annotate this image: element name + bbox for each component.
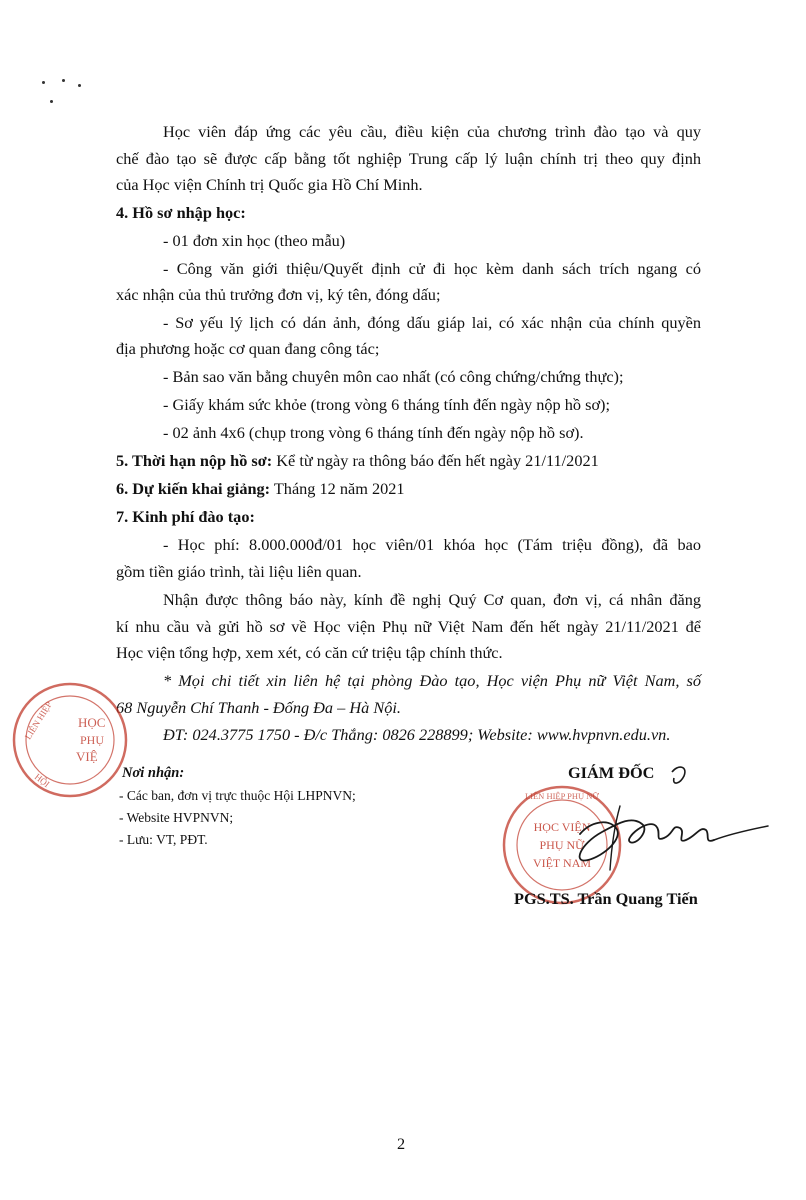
section6-text: Tháng 12 năm 2021	[273, 479, 405, 498]
recipient-item: - Lưu: VT, PĐT.	[119, 832, 208, 847]
section4-item: - Bản sao văn bằng chuyên môn cao nhất (có công chứng/chứng thực);	[163, 367, 624, 386]
closing-line1: Nhận được thông báo này, kính đề nghị Quý Cơ quan, đơn vị, cá nhân đăng	[163, 590, 701, 609]
closing-line3: Học viện tổng hợp, xem xét, có căn cứ triệu tập chính thức.	[116, 643, 503, 662]
recipient-item: - Các ban, đơn vị trực thuộc Hội LHPNVN;	[119, 788, 356, 803]
section7-item: - Học phí: 8.000.000đ/01 học viên/01 khóa học (Tám triệu đồng), đã bao	[163, 535, 701, 554]
right-stamp-word: LIÊN HIỆP PHỤ NỮ	[524, 791, 600, 801]
section4-heading: 4. Hồ sơ nhập học:	[116, 203, 246, 222]
section5-text: Kể từ ngày ra thông báo đến hết ngày 21/11/2021	[276, 451, 599, 470]
section4-item-cont: xác nhận của thủ trưởng đơn vị, ký tên, đóng dấu;	[116, 285, 441, 304]
left-stamp-word: HỌC	[78, 715, 106, 730]
section7-heading: 7. Kinh phí đào tạo:	[116, 507, 255, 526]
scan-speck	[78, 84, 81, 87]
section7-item-cont: gồm tiền giáo trình, tài liệu liên quan.	[116, 562, 362, 581]
para1-line1: Học viên đáp ứng các yêu cầu, điều kiện của chương trình đào tạo và quy	[163, 122, 701, 141]
page-number: 2	[397, 1134, 406, 1153]
section4-item: - Sơ yếu lý lịch có dán ảnh, đóng dấu giáp lai, có xác nhận của chính quyền	[163, 313, 701, 332]
section5-heading: 5. Thời hạn nộp hồ sơ:	[116, 451, 273, 470]
signer-position: GIÁM ĐỐC	[568, 763, 655, 782]
right-stamp-word: HỌC VIỆN	[533, 820, 591, 834]
signer-name: PGS.TS. Trần Quang Tiến	[514, 889, 698, 908]
section5	[116, 451, 599, 471]
right-stamp-word: VIỆT NAM	[532, 856, 592, 870]
handwritten-signature	[560, 760, 770, 890]
para1-line2: chế đào tạo sẽ được cấp bằng tốt nghiệp Trung cấp lý luận chính trị theo quy định	[116, 149, 701, 168]
left-stamp-word: LIÊN HIỆP	[22, 699, 54, 742]
scan-speck	[50, 100, 53, 103]
scan-speck	[42, 81, 45, 84]
scan-speck	[62, 79, 65, 82]
para1-line3: của Học viện Chính trị Quốc gia Hồ Chí Minh.	[116, 175, 423, 194]
section4-item: - 01 đơn xin học (theo mẫu)	[163, 231, 346, 250]
recipients-title: Nơi nhận:	[122, 765, 185, 781]
recipient-item: - Website HVPNVN;	[119, 810, 234, 825]
left-stamp-word: VIỆ	[76, 749, 98, 764]
section4-item: - 02 ảnh 4x6 (chụp trong vòng 6 tháng tính đến ngày nộp hồ sơ).	[163, 423, 584, 442]
left-stamp	[0, 680, 130, 800]
contact-line3: ĐT: 024.3775 1750 - Đ/c Thắng: 0826 228899; Website: www.hvpnvn.edu.vn.	[163, 725, 671, 744]
closing-line2: kí nhu cầu và gửi hồ sơ về Học viện Phụ nữ Việt Nam đến hết ngày 21/11/2021 để	[116, 617, 701, 636]
right-stamp-word: PHỤ NỮ	[539, 838, 585, 852]
section4-item: - Công văn giới thiệu/Quyết định cử đi học kèm danh sách trích ngang có	[163, 259, 701, 278]
contact-line2: 68 Nguyễn Chí Thanh - Đống Đa – Hà Nội.	[116, 698, 401, 717]
left-stamp-word: HỘI	[32, 771, 52, 790]
left-stamp-word: PHỤ	[80, 733, 105, 747]
section4-item: - Giấy khám sức khỏe (trong vòng 6 tháng tính đến ngày nộp hồ sơ);	[163, 395, 611, 414]
section4-item-cont: địa phương hoặc cơ quan đang công tác;	[116, 339, 380, 358]
section6	[116, 479, 405, 499]
section6-heading: 6. Dự kiến khai giảng:	[116, 479, 271, 498]
contact-line1: * Mọi chi tiết xin liên hệ tại phòng Đào tạo, Học viện Phụ nữ Việt Nam, số	[163, 671, 701, 690]
